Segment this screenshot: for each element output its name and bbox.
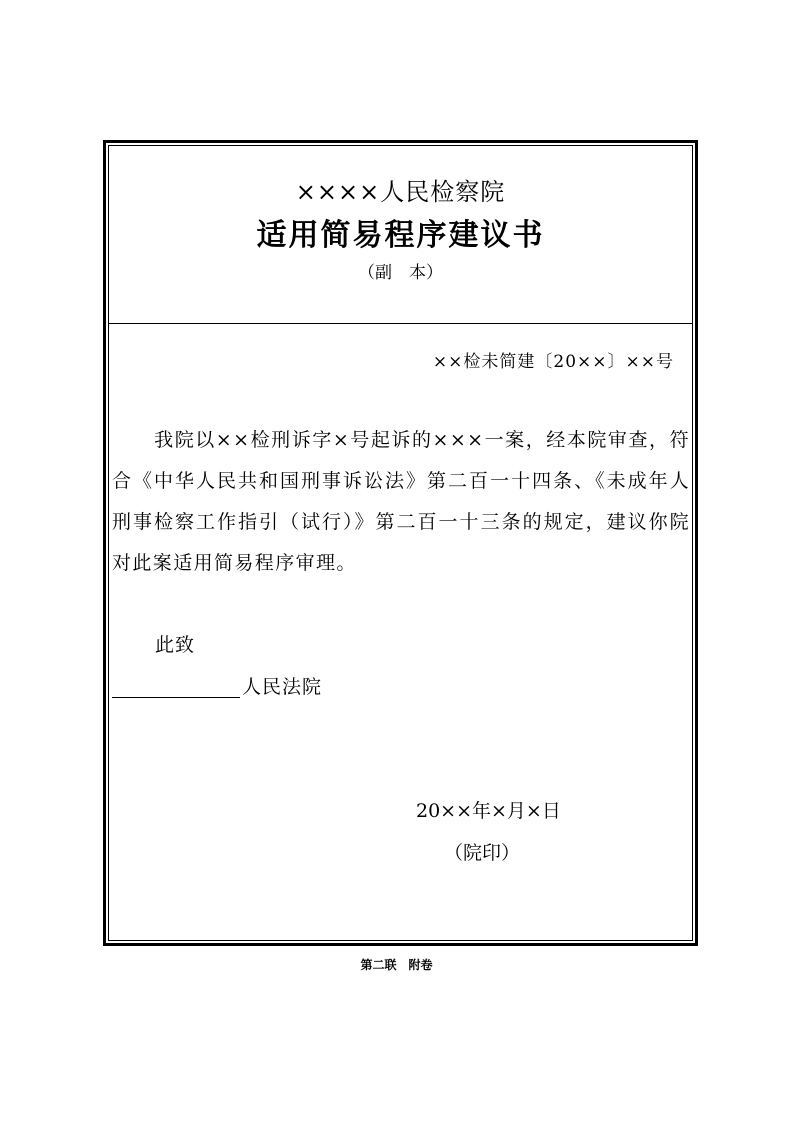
document-number: ××检未简建〔20××〕××号 <box>432 352 674 372</box>
footer-copy-note: 第二联 附卷 <box>360 958 433 972</box>
recipient-court: 人民法院 <box>242 676 323 698</box>
seal-placeholder: （院印） <box>444 842 521 864</box>
recipient-blank-line <box>112 697 240 698</box>
body-paragraph: 我院以××检刑诉字×号起诉的×××一案，经本院审查，符合《中华人民共和国刑事诉讼法》第二百一十四条、《未成年人刑事检察工作指引（试行）》第二百一十三条的规定，建议你院对此案适用简易程序审理。 <box>112 429 690 574</box>
document-title: 适用简易程序建议书 <box>256 218 545 253</box>
organization-name: ××××人民检察院 <box>295 178 506 206</box>
salutation: 此致 <box>155 634 196 656</box>
header-divider <box>108 323 693 324</box>
issue-date: 20××年×月×日 <box>416 800 561 822</box>
body-paragraph-container <box>112 420 690 584</box>
copy-label: （副 本） <box>358 263 443 283</box>
